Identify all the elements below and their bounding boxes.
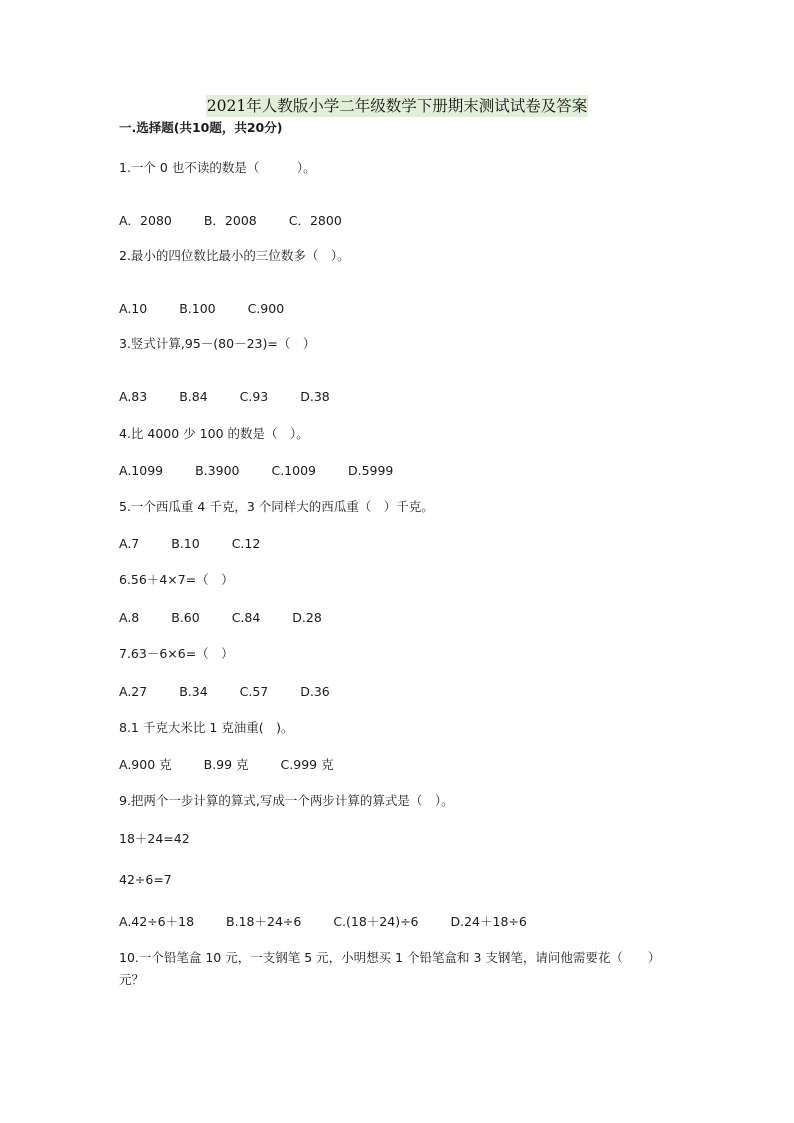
question-8-stem: 8.1 千克大米比 1 克油重( )。 [119,720,294,735]
question-8-options [119,756,362,774]
option: A.7 [119,536,140,551]
option: C.(18＋24)÷6 [333,914,419,929]
option: A.1099 [119,463,164,478]
document-title-wrapper [0,94,794,118]
question-9-stem: 9.把两个一步计算的算式,写成一个两步计算的算式是（ ）。 [119,793,454,808]
question-9-options [119,913,555,931]
question-1-options [119,212,370,230]
question-3-options [119,388,358,406]
option: B.18＋24÷6 [226,914,302,929]
question-4-stem: 4.比 4000 少 100 的数是（ ）。 [119,426,309,441]
question-3-stem: 3.竖式计算,95－(80－23)=（ ） [119,336,316,351]
option: A.900 克 [119,757,172,772]
option: C．2800 [288,213,342,228]
option: B.10 [171,536,200,551]
option: A．2080 [119,213,172,228]
document-title: 2021年人教版小学二年级数学下册期末测试试卷及答案 [206,97,588,115]
question-2-options [119,300,312,318]
question-1-stem: 1.一个 0 也不读的数是（ ）。 [119,160,316,175]
option: C.1009 [271,463,316,478]
question-6-stem: 6.56＋4×7=（ ） [119,572,234,587]
option: C.84 [231,610,261,625]
option: B.99 克 [203,757,249,772]
option: A.42÷6＋18 [119,914,195,929]
question-6-options [119,609,350,627]
option: B.34 [179,684,208,699]
question-9-equation-1: 18＋24=42 [119,831,190,846]
option: D.36 [300,684,330,699]
option: D.28 [292,610,322,625]
question-2-stem: 2.最小的四位数比最小的三位数多（ ）。 [119,248,350,263]
section-heading: 一.选择题(共10题，共20分) [119,120,283,135]
option: A.8 [119,610,140,625]
question-9-equation-2: 42÷6=7 [119,872,172,887]
question-4-options [119,462,421,480]
option: C.57 [239,684,269,699]
question-7-options [119,683,358,701]
option: B．2008 [203,213,257,228]
question-7-stem: 7.63－6×6=（ ） [119,646,234,661]
option: A.83 [119,389,148,404]
option: C.93 [239,389,269,404]
option: D.24＋18÷6 [450,914,527,929]
option: D.5999 [347,463,394,478]
question-5-options [119,535,288,553]
option: B.84 [179,389,208,404]
question-5-stem: 5.一个西瓜重 4 千克，3 个同样大的西瓜重（ ）千克。 [119,499,434,514]
option: A.27 [119,684,148,699]
option: B.3900 [195,463,240,478]
option: C.12 [231,536,261,551]
option: C.900 [247,301,285,316]
option: A.10 [119,301,148,316]
option: C.999 克 [280,757,334,772]
option: D.38 [300,389,330,404]
option: B.60 [171,610,200,625]
question-10-stem: 10.一个铅笔盒 10 元，一支钢笔 5 元，小明想买 1 个铅笔盒和 3 支钢笔，请问他需要花（ ）元？ [119,950,661,987]
option: B.100 [179,301,216,316]
